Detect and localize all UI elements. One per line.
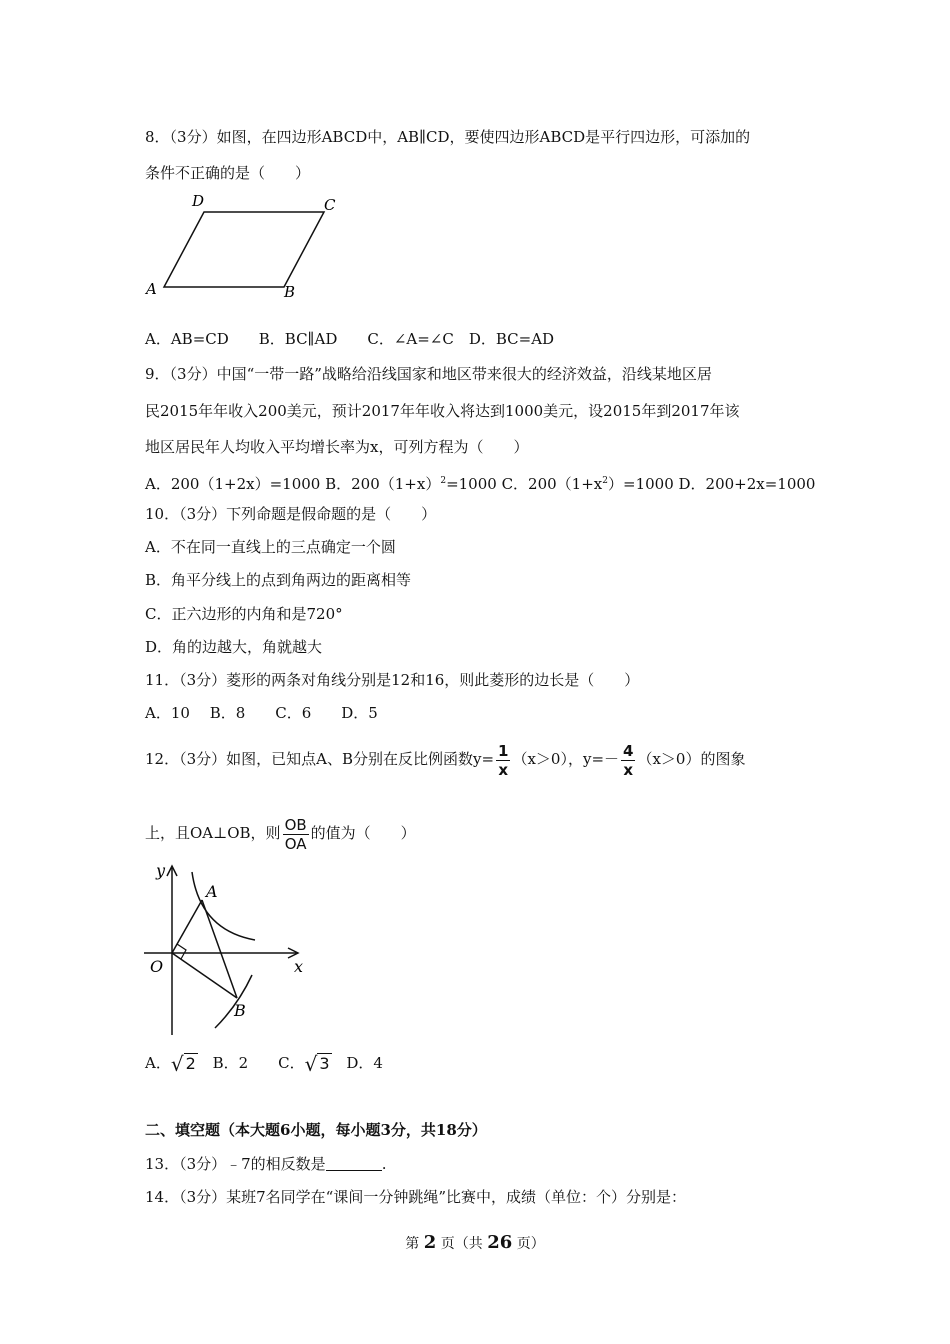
point-label-a: A [206,882,218,901]
q12-stem-part-a: 12．（3分）如图，已知点A、B分别在反比例函数y= [145,750,495,768]
fraction-four-over-x [621,742,635,779]
q12-line2-part-b: 的值为（ ） [310,824,416,842]
footer-suffix: 页） [516,1236,545,1252]
point-label-b: B [234,1001,246,1020]
q9-stem-line3: 地区居民年人均收入平均增长率为x，可列方程为（ ） [145,438,529,456]
fraction-denominator: x [623,760,634,779]
q12-option-b-c-label: B．2 C． [212,1054,305,1072]
parallelogram-figure [140,188,350,303]
total-pages: 26 [487,1232,513,1253]
q12-stem-part-c: （x＞0）的图象 [637,750,746,768]
page-footer [0,1232,950,1253]
q12-option-a-label: A． [145,1054,171,1072]
section-title-fill-in: 二、填空题（本大题6小题，每小题3分，共18分） [145,1121,487,1139]
q12-line2-part-a: 上，且OA⊥OB，则 [145,824,281,842]
q13-line [145,1154,386,1174]
q12-options [145,1050,383,1076]
vertex-label-a: A [146,280,157,298]
q12-stem-line2 [145,812,416,854]
vertex-label-c: C [324,196,336,214]
segment-ob [172,953,237,998]
origin-label-o: O [150,957,164,976]
page-number: 2 [423,1232,437,1253]
hyperbola-branch-upper [192,872,255,940]
fraction-denominator: x [498,760,509,779]
sqrt-three [305,1053,332,1075]
q10-stem: 10．（3分）下列命题是假命题的是（ ） [145,505,437,523]
q10-option-d: D．角的边越大，角就越大 [145,638,323,656]
segment-ab [202,900,237,998]
axis-label-y: y [156,861,166,880]
fraction-numerator: 1 [498,741,509,760]
q13-stem: 13．（3分）﹣7的相反数是 [145,1155,326,1173]
fraction-numerator: 4 [623,741,634,760]
footer-prefix: 第 [405,1236,420,1252]
q12-option-d: D．4 [346,1054,383,1072]
q9-options-part-b: =1000 C．200（1+x [446,475,603,493]
sqrt-two [171,1053,198,1075]
fraction-numerator: OB [284,815,307,834]
vertex-label-d: D [192,192,205,210]
parallelogram-shape [164,212,324,287]
q8-stem-line2: 条件不正确的是（ ） [145,164,311,182]
q13-end: . [381,1155,387,1173]
fraction-ob-over-oa [283,816,309,853]
q11-stem: 11．（3分）菱形的两条对角线分别是12和16，则此菱形的边长是（ ） [145,671,640,689]
q12-stem-part-b: （x＞0），y=－ [512,750,620,768]
vertex-label-b: B [284,283,296,301]
q8-options: A．AB=CD B．BC∥AD C．∠A=∠C D．BC=AD [145,330,555,348]
q11-options: A．10 B．8 C．6 D．5 [145,704,378,722]
q9-options-part-a: A．200（1+2x）=1000 B．200（1+x） [145,475,441,493]
radical-sign: √ [170,1052,184,1076]
q8-stem-line1: 8．（3分）如图，在四边形ABCD中，AB∥CD，要使四边形ABCD是平行四边形，可添加的 [145,128,751,146]
hyperbola-figure [140,860,315,1040]
q14-stem: 14．（3分）某班7名同学在“课间一分钟跳绳”比赛中，成绩（单位：个）分别是： [145,1188,687,1206]
q10-option-b: B．角平分线上的点到角两边的距离相等 [145,571,412,589]
q9-stem-line2: 民2015年年收入200美元，预计2017年年收入将达到1000美元，设2015年到2017年该 [145,402,740,420]
axis-label-x: x [294,957,304,976]
q9-exponent-2: 2 [602,476,608,486]
q9-options-part-c: ）=1000 D．200+2x=1000 [608,475,816,493]
radicand: 3 [319,1054,330,1073]
q12-stem-line1 [145,738,745,780]
q10-option-c: C．正六边形的内角和是720° [145,605,343,623]
radical-sign: √ [304,1052,318,1076]
q9-stem-line1: 9．（3分）中国“一带一路”战略给沿线国家和地区带来很大的经济效益，沿线某地区居 [145,365,712,383]
radicand: 2 [185,1054,196,1073]
q10-option-a: A．不在同一直线上的三点确定一个圆 [145,538,396,556]
fraction-one-over-x [496,742,510,779]
fraction-denominator: OA [284,834,307,853]
q9-exponent-1: 2 [440,476,447,486]
q9-options [145,471,815,494]
answer-blank[interactable] [326,1156,382,1171]
footer-middle: 页（共 [440,1236,483,1252]
segment-oa [172,900,202,953]
